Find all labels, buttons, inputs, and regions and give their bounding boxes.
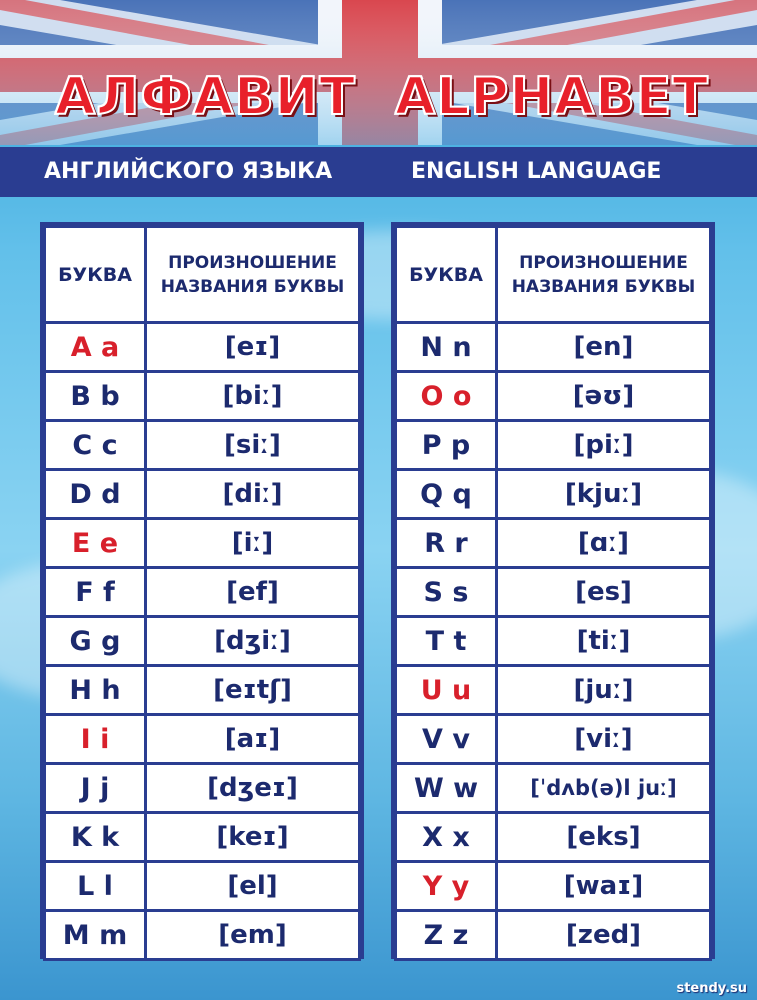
table-row	[396, 911, 711, 960]
letter-cell: I i	[45, 715, 146, 764]
header-pron-line2: НАЗВАНИЯ БУКВЫ	[160, 276, 345, 297]
pronunciation-cell: [dʒiː]	[146, 617, 360, 666]
letter-cell: D d	[45, 470, 146, 519]
pronunciation-cell: [biː]	[146, 372, 360, 421]
header-pron-line1: ПРОИЗНОШЕНИЕ	[168, 252, 337, 273]
letter-cell: N n	[396, 323, 497, 372]
alphabet-table-left	[40, 222, 364, 959]
pronunciation-cell: [es]	[497, 568, 711, 617]
pronunciation-cell: [ef]	[146, 568, 360, 617]
pronunciation-cell: [zed]	[497, 911, 711, 960]
table-row	[396, 715, 711, 764]
letter-cell: G g	[45, 617, 146, 666]
table-row	[396, 568, 711, 617]
pronunciation-cell: [viː]	[497, 715, 711, 764]
table-row	[45, 666, 360, 715]
letter-cell: Q q	[396, 470, 497, 519]
pronunciation-cell: [eks]	[497, 813, 711, 862]
table-row	[45, 715, 360, 764]
pronunciation-cell: [waɪ]	[497, 862, 711, 911]
watermark: stendy.su	[676, 981, 747, 996]
table-row	[45, 764, 360, 813]
header-letter: БУКВА	[45, 227, 146, 323]
letter-cell: V v	[396, 715, 497, 764]
subtitle-english: ENGLISH LANGUAGE	[411, 159, 662, 184]
subtitle-russian: АНГЛИЙСКОГО ЯЗЫКА	[44, 159, 333, 184]
title-english: ALPHABET	[395, 67, 709, 127]
letter-cell: A a	[45, 323, 146, 372]
header-pron-line1: ПРОИЗНОШЕНИЕ	[519, 252, 688, 273]
pronunciation-cell: [eɪ]	[146, 323, 360, 372]
table-row	[396, 519, 711, 568]
letter-cell: S s	[396, 568, 497, 617]
table-header-row	[396, 227, 711, 323]
letter-cell: Y y	[396, 862, 497, 911]
alphabet-table-right	[391, 222, 715, 959]
letter-cell: E e	[45, 519, 146, 568]
pronunciation-cell: [ˈdʌb(ə)l juː]	[497, 764, 711, 813]
pronunciation-cell: [dʒeɪ]	[146, 764, 360, 813]
pronunciation-cell: [juː]	[497, 666, 711, 715]
table-row	[396, 764, 711, 813]
pronunciation-cell: [kjuː]	[497, 470, 711, 519]
table-row	[45, 421, 360, 470]
letter-cell: C c	[45, 421, 146, 470]
table-row	[396, 372, 711, 421]
table-row	[396, 813, 711, 862]
pronunciation-cell: [en]	[497, 323, 711, 372]
pronunciation-cell: [piː]	[497, 421, 711, 470]
header-pronunciation	[146, 227, 360, 323]
table-row	[396, 862, 711, 911]
letter-cell: M m	[45, 911, 146, 960]
letter-cell: H h	[45, 666, 146, 715]
table-header-row	[45, 227, 360, 323]
title-russian: АЛФАВИТ	[55, 67, 356, 127]
table-row	[396, 323, 711, 372]
header-letter: БУКВА	[396, 227, 497, 323]
table-row	[396, 421, 711, 470]
pronunciation-cell: [eɪtʃ]	[146, 666, 360, 715]
table-row	[45, 813, 360, 862]
pronunciation-cell: [diː]	[146, 470, 360, 519]
pronunciation-cell: [em]	[146, 911, 360, 960]
pronunciation-cell: [əʊ]	[497, 372, 711, 421]
header-pronunciation	[497, 227, 711, 323]
table-row	[45, 862, 360, 911]
pronunciation-cell: [ɑː]	[497, 519, 711, 568]
letter-cell: J j	[45, 764, 146, 813]
letter-cell: B b	[45, 372, 146, 421]
table-row	[45, 372, 360, 421]
letter-cell: O o	[396, 372, 497, 421]
pronunciation-cell: [keɪ]	[146, 813, 360, 862]
letter-cell: W w	[396, 764, 497, 813]
pronunciation-cell: [aɪ]	[146, 715, 360, 764]
letter-cell: L l	[45, 862, 146, 911]
pronunciation-cell: [iː]	[146, 519, 360, 568]
letter-cell: R r	[396, 519, 497, 568]
letter-cell: F f	[45, 568, 146, 617]
letter-cell: X x	[396, 813, 497, 862]
pronunciation-cell: [tiː]	[497, 617, 711, 666]
pronunciation-cell: [siː]	[146, 421, 360, 470]
table-row	[45, 519, 360, 568]
header-pron-line2: НАЗВАНИЯ БУКВЫ	[511, 276, 696, 297]
table-row	[45, 470, 360, 519]
table-row	[45, 617, 360, 666]
letter-cell: P p	[396, 421, 497, 470]
table-row	[396, 470, 711, 519]
table-row	[396, 666, 711, 715]
table-row	[45, 323, 360, 372]
table-row	[396, 617, 711, 666]
pronunciation-cell: [el]	[146, 862, 360, 911]
letter-cell: Z z	[396, 911, 497, 960]
letter-cell: U u	[396, 666, 497, 715]
table-row	[45, 568, 360, 617]
letter-cell: T t	[396, 617, 497, 666]
subtitle-bar	[0, 147, 757, 197]
table-row	[45, 911, 360, 960]
letter-cell: K k	[45, 813, 146, 862]
